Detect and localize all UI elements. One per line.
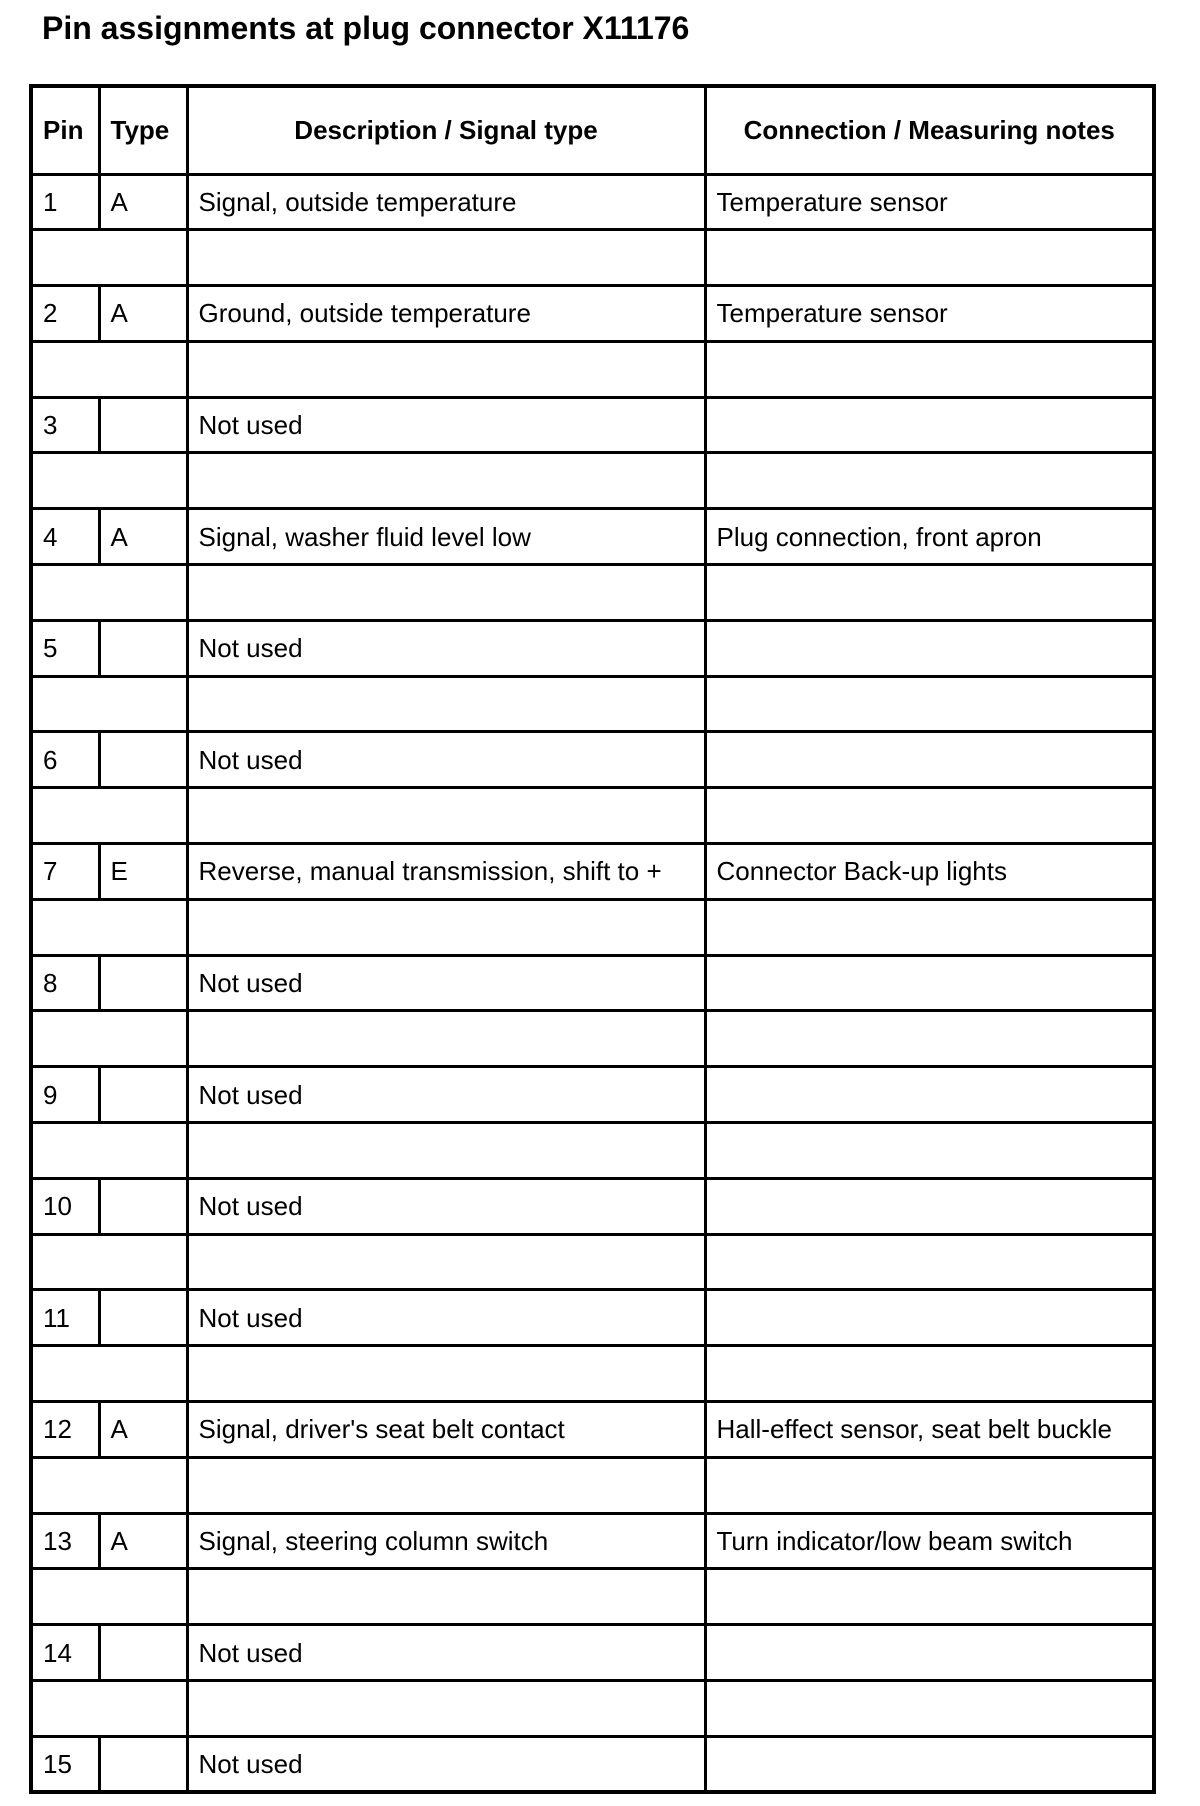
spacer-cell [187, 1011, 705, 1067]
pin-cell: 12 [31, 1402, 99, 1458]
header-description: Description / Signal type [187, 86, 705, 174]
connection-cell [705, 397, 1154, 453]
spacer-row [31, 1569, 1154, 1625]
spacer-row [31, 453, 1154, 509]
connection-cell [705, 620, 1154, 676]
table-row [31, 1402, 1154, 1458]
pin-assignment-table [29, 84, 1156, 1794]
table-row [31, 1625, 1154, 1681]
pin-cell: 6 [31, 732, 99, 788]
spacer-row [31, 1681, 1154, 1737]
connection-cell: Temperature sensor [705, 286, 1154, 342]
pin-cell: 3 [31, 397, 99, 453]
type-cell [99, 397, 187, 453]
type-cell [99, 1290, 187, 1346]
pin-cell: 9 [31, 1067, 99, 1123]
description-cell: Not used [187, 1178, 705, 1234]
spacer-cell [705, 1681, 1154, 1737]
type-cell: E [99, 844, 187, 900]
description-cell: Not used [187, 1290, 705, 1346]
table-row [31, 955, 1154, 1011]
spacer-cell [31, 1123, 187, 1179]
table-row [31, 509, 1154, 565]
pin-cell: 15 [31, 1736, 99, 1792]
spacer-row [31, 565, 1154, 621]
spacer-cell [187, 676, 705, 732]
table-row [31, 844, 1154, 900]
description-cell: Reverse, manual transmission, shift to + [187, 844, 705, 900]
spacer-cell [187, 1234, 705, 1290]
table-row [31, 1178, 1154, 1234]
type-cell [99, 1625, 187, 1681]
spacer-row [31, 1011, 1154, 1067]
pin-cell: 14 [31, 1625, 99, 1681]
table-row [31, 1513, 1154, 1569]
spacer-cell [31, 899, 187, 955]
spacer-cell [31, 1346, 187, 1402]
table-row [31, 1736, 1154, 1792]
spacer-cell [187, 230, 705, 286]
spacer-cell [705, 230, 1154, 286]
spacer-row [31, 676, 1154, 732]
spacer-cell [31, 1569, 187, 1625]
spacer-cell [705, 341, 1154, 397]
connection-cell [705, 1290, 1154, 1346]
type-cell [99, 620, 187, 676]
spacer-cell [705, 1011, 1154, 1067]
spacer-cell [705, 1234, 1154, 1290]
spacer-cell [187, 1123, 705, 1179]
spacer-cell [31, 1234, 187, 1290]
table-row [31, 286, 1154, 342]
header-connection: Connection / Measuring notes [705, 86, 1154, 174]
type-cell [99, 955, 187, 1011]
spacer-cell [187, 1681, 705, 1737]
description-cell: Signal, steering column switch [187, 1513, 705, 1569]
connection-cell [705, 955, 1154, 1011]
pin-cell: 8 [31, 955, 99, 1011]
table-body [31, 174, 1154, 1792]
spacer-cell [187, 1569, 705, 1625]
spacer-cell [31, 788, 187, 844]
spacer-cell [31, 230, 187, 286]
spacer-cell [187, 899, 705, 955]
table-row [31, 620, 1154, 676]
type-cell: A [99, 1402, 187, 1458]
spacer-cell [187, 788, 705, 844]
spacer-row [31, 899, 1154, 955]
spacer-row [31, 1123, 1154, 1179]
connection-cell: Temperature sensor [705, 174, 1154, 230]
header-pin: Pin [31, 86, 99, 174]
pin-cell: 7 [31, 844, 99, 900]
table-row [31, 174, 1154, 230]
pin-cell: 5 [31, 620, 99, 676]
description-cell: Not used [187, 955, 705, 1011]
spacer-cell [705, 1346, 1154, 1402]
table-row [31, 732, 1154, 788]
type-cell: A [99, 1513, 187, 1569]
spacer-cell [705, 676, 1154, 732]
description-cell: Not used [187, 1067, 705, 1123]
table-row [31, 1067, 1154, 1123]
spacer-cell [187, 1346, 705, 1402]
type-cell: A [99, 509, 187, 565]
spacer-cell [31, 565, 187, 621]
connection-cell [705, 732, 1154, 788]
description-cell: Not used [187, 732, 705, 788]
spacer-cell [31, 1681, 187, 1737]
description-cell: Signal, outside temperature [187, 174, 705, 230]
connection-cell [705, 1736, 1154, 1792]
pin-cell: 13 [31, 1513, 99, 1569]
page-title: Pin assignments at plug connector X11176 [42, 10, 690, 46]
spacer-cell [705, 1457, 1154, 1513]
spacer-row [31, 1234, 1154, 1290]
table-row [31, 1290, 1154, 1346]
spacer-cell [705, 565, 1154, 621]
pin-cell: 10 [31, 1178, 99, 1234]
spacer-row [31, 230, 1154, 286]
description-cell: Not used [187, 1625, 705, 1681]
connection-cell: Plug connection, front apron [705, 509, 1154, 565]
spacer-row [31, 788, 1154, 844]
spacer-cell [705, 899, 1154, 955]
type-cell: A [99, 174, 187, 230]
pin-cell: 1 [31, 174, 99, 230]
connection-cell [705, 1625, 1154, 1681]
spacer-cell [705, 1123, 1154, 1179]
connection-cell [705, 1178, 1154, 1234]
spacer-cell [31, 1011, 187, 1067]
description-cell: Ground, outside temperature [187, 286, 705, 342]
description-cell: Not used [187, 1736, 705, 1792]
spacer-cell [187, 1457, 705, 1513]
connection-cell: Turn indicator/low beam switch [705, 1513, 1154, 1569]
table-header-row [31, 86, 1154, 174]
spacer-cell [705, 788, 1154, 844]
description-cell: Not used [187, 620, 705, 676]
pin-cell: 2 [31, 286, 99, 342]
description-cell: Not used [187, 397, 705, 453]
spacer-cell [31, 676, 187, 732]
pin-cell: 4 [31, 509, 99, 565]
type-cell [99, 1178, 187, 1234]
type-cell [99, 1736, 187, 1792]
header-type: Type [99, 86, 187, 174]
spacer-row [31, 341, 1154, 397]
spacer-cell [31, 341, 187, 397]
spacer-cell [187, 341, 705, 397]
spacer-cell [31, 453, 187, 509]
pin-cell: 11 [31, 1290, 99, 1346]
connection-cell [705, 1067, 1154, 1123]
connection-cell: Connector Back-up lights [705, 844, 1154, 900]
type-cell [99, 1067, 187, 1123]
spacer-row [31, 1346, 1154, 1402]
spacer-row [31, 1457, 1154, 1513]
type-cell: A [99, 286, 187, 342]
table-row [31, 397, 1154, 453]
spacer-cell [705, 1569, 1154, 1625]
connection-cell: Hall-effect sensor, seat belt buckle [705, 1402, 1154, 1458]
spacer-cell [31, 1457, 187, 1513]
spacer-cell [187, 565, 705, 621]
type-cell [99, 732, 187, 788]
spacer-cell [187, 453, 705, 509]
spacer-cell [705, 453, 1154, 509]
description-cell: Signal, washer fluid level low [187, 509, 705, 565]
description-cell: Signal, driver's seat belt contact [187, 1402, 705, 1458]
